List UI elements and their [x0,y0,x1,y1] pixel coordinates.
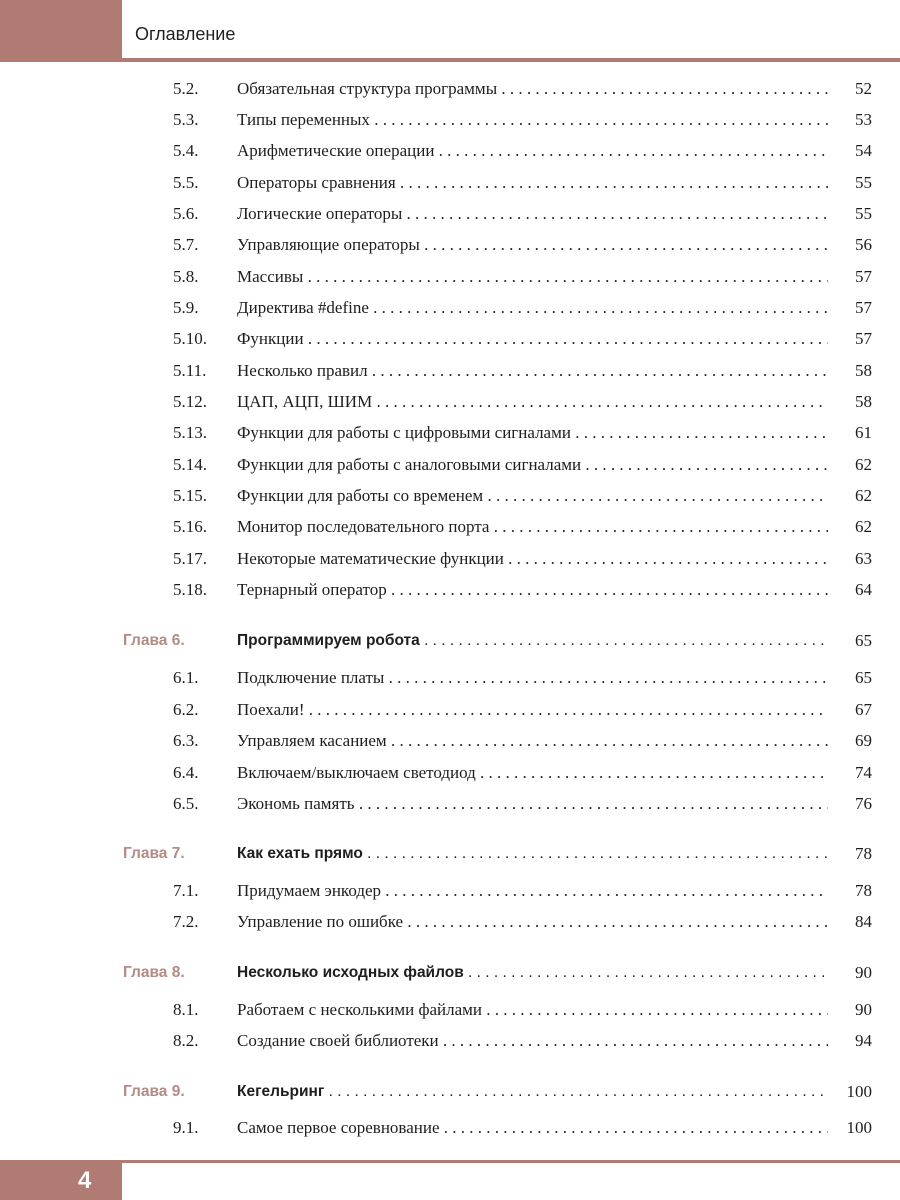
toc-entry-row[interactable] [0,75,900,103]
section-number: 5.8. [173,267,199,286]
section-title: Арифметические операции . . . [237,137,852,165]
toc-entry-row[interactable] [0,137,900,165]
page-ref: 57 [828,325,872,353]
section-title: Подключение платы . . . [237,664,852,692]
page-ref: 94 [828,1027,872,1055]
section-title: Обязательная структура программы . . . [237,75,852,103]
page-ref: 90 [828,959,872,987]
page-ref: 100 [828,1078,872,1106]
chapter-number: Глава 7. [123,845,185,862]
section-title: Функции для работы со временем . . . [237,482,852,510]
page-ref: 64 [828,576,872,604]
section-number: 6.3. [173,731,199,750]
toc-entry-row[interactable] [0,231,900,259]
page-ref: 90 [828,996,872,1024]
section-title: Операторы сравнения . . . [237,169,852,197]
section-title: Функции . . . [237,325,852,353]
toc-entry-row[interactable] [0,545,900,573]
section-number: 6.5. [173,794,199,813]
page-ref: 62 [828,451,872,479]
page-ref: 100 [828,1114,872,1142]
toc-entry-row[interactable] [0,513,900,541]
toc-entry-row[interactable] [0,263,900,291]
toc-entry-row[interactable] [0,759,900,787]
page-ref: 61 [828,419,872,447]
section-title: Создание своей библиотеки . . . [237,1027,852,1055]
section-number: 5.4. [173,141,199,160]
section-number: 5.10. [173,329,207,348]
section-title: Функции для работы с цифровыми сигналами . . . [237,419,852,447]
section-title: Управление по ошибке . . . [237,908,852,936]
section-number: 5.3. [173,110,199,129]
page-title: Оглавление [135,24,236,44]
section-number: 5.14. [173,455,207,474]
section-number: 7.1. [173,881,199,900]
section-title: Типы переменных . . . [237,106,852,134]
section-title: Включаем/выключаем светодиод . . . [237,759,852,787]
footer-rule [122,1160,900,1163]
section-number: 5.17. [173,549,207,568]
section-title: Работаем с несколькими файлами . . . [237,996,852,1024]
toc-entry-row[interactable] [0,451,900,479]
page-ref: 65 [828,627,872,655]
section-number: 6.2. [173,700,199,719]
section-number: 5.11. [173,361,207,380]
toc-entry-row[interactable] [0,482,900,510]
toc-chapter-row[interactable] [0,1078,900,1106]
page-ref: 55 [828,169,872,197]
toc-entry-row[interactable] [0,696,900,724]
page-ref: 65 [828,664,872,692]
section-number: 8.1. [173,1000,199,1019]
page-ref: 54 [828,137,872,165]
section-number: 5.7. [173,235,199,254]
section-number: 5.16. [173,517,207,536]
page-ref: 69 [828,727,872,755]
page-ref: 63 [828,545,872,573]
page-ref: 58 [828,388,872,416]
section-number: 5.5. [173,173,199,192]
section-title: Логические операторы . . . [237,200,852,228]
page-ref: 57 [828,294,872,322]
toc-entry-row[interactable] [0,664,900,692]
toc-entry-row[interactable] [0,388,900,416]
section-number: 5.13. [173,423,207,442]
section-title: Управляем касанием . . . [237,727,852,755]
toc-entry-row[interactable] [0,727,900,755]
page-ref: 76 [828,790,872,818]
toc-entry-row[interactable] [0,908,900,936]
chapter-number: Глава 9. [123,1083,185,1100]
section-title: Директива #define . . . [237,294,852,322]
section-title: Управляющие операторы . . . [237,231,852,259]
section-number: 8.2. [173,1031,199,1050]
page-ref: 74 [828,759,872,787]
chapter-number: Глава 6. [123,632,185,649]
toc-entry-row[interactable] [0,419,900,447]
chapter-title: Несколько исходных файлов . . . [237,959,852,987]
section-title: ЦАП, АЦП, ШИМ . . . [237,388,852,416]
page-ref: 56 [828,231,872,259]
toc-chapter-row[interactable] [0,627,900,655]
section-title: Поехали! . . . [237,696,852,724]
toc-entry-row[interactable] [0,576,900,604]
toc-entry-row[interactable] [0,790,900,818]
page-ref: 55 [828,200,872,228]
page-ref: 53 [828,106,872,134]
section-number: 5.18. [173,580,207,599]
section-number: 5.12. [173,392,207,411]
chapter-number: Глава 8. [123,964,185,981]
chapter-title: Программируем робота . . . [237,627,852,655]
section-title: Придумаем энкодер . . . [237,877,852,905]
section-title: Массивы . . . [237,263,852,291]
toc-entry-row[interactable] [0,1027,900,1055]
page-number: 4 [78,1167,92,1194]
footer-page-block [0,1160,122,1200]
chapter-title: Кегельринг . . . [237,1078,852,1106]
section-number: 5.15. [173,486,207,505]
toc-entry-row[interactable] [0,877,900,905]
toc-entry-row[interactable] [0,106,900,134]
section-number: 5.6. [173,204,199,223]
page-ref: 57 [828,263,872,291]
toc-entry-row[interactable] [0,200,900,228]
section-number: 9.1. [173,1118,199,1137]
section-title: Несколько правил . . . [237,357,852,385]
page-ref: 78 [828,840,872,868]
toc-entry-row[interactable] [0,325,900,353]
section-title: Тернарный оператор . . . [237,576,852,604]
toc-chapter-row[interactable] [0,840,900,868]
toc-chapter-row[interactable] [0,959,900,987]
section-number: 5.9. [173,298,199,317]
toc-entry-row[interactable] [0,294,900,322]
page-ref: 58 [828,357,872,385]
section-title: Функции для работы с аналоговыми сигналами . . . [237,451,852,479]
section-number: 6.1. [173,668,199,687]
page-ref: 78 [828,877,872,905]
page-ref: 62 [828,482,872,510]
section-title: Монитор последовательного порта . . . [237,513,852,541]
page-ref: 62 [828,513,872,541]
toc-entry-row[interactable] [0,169,900,197]
section-title: Самое первое соревнование . . . [237,1114,852,1142]
section-title: Экономь память . . . [237,790,852,818]
page-ref: 52 [828,75,872,103]
section-number: 5.2. [173,79,199,98]
toc-entry-row[interactable] [0,996,900,1024]
page-ref: 67 [828,696,872,724]
toc-entry-row[interactable] [0,1114,900,1142]
chapter-title: Как ехать прямо . . . [237,840,852,868]
section-number: 6.4. [173,763,199,782]
page-ref: 84 [828,908,872,936]
toc-entry-row[interactable] [0,357,900,385]
section-title: Некоторые математические функции . . . [237,545,852,573]
section-number: 7.2. [173,912,199,931]
